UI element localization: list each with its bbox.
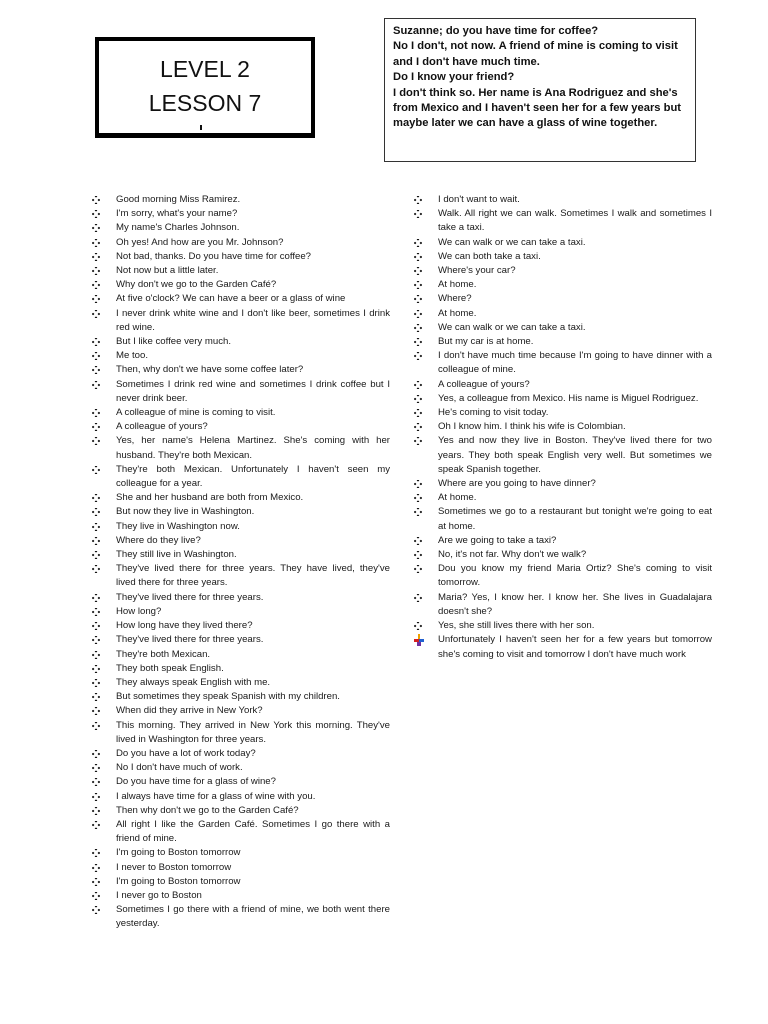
four-diamond-bullet-icon (414, 551, 422, 559)
bullet (92, 846, 116, 860)
bullet (414, 236, 438, 250)
four-diamond-bullet-icon (92, 224, 100, 232)
list-item-text: I don't want to wait. (438, 194, 520, 205)
bullet (92, 804, 116, 818)
bullet (414, 207, 438, 221)
list-item (92, 676, 390, 690)
right-bullet-list (414, 193, 712, 662)
colored-flag-bullet-icon (414, 634, 424, 646)
bullet (92, 520, 116, 534)
bullet (414, 378, 438, 392)
bullet (92, 236, 116, 250)
four-diamond-bullet-icon (414, 196, 422, 204)
bullet (414, 633, 438, 649)
list-item-text: Dou you know my friend Maria Ortiz? She's coming to visit tomorrow. (438, 563, 712, 589)
list-item-text: Yes, a colleague from Mexico. His name is Miguel Rodriguez. (438, 392, 699, 404)
bullet (414, 548, 438, 562)
four-diamond-bullet-icon (414, 565, 422, 573)
four-diamond-bullet-icon (92, 466, 100, 474)
bullet (92, 591, 116, 605)
list-item-text: Then why don't we go to the Garden Café? (116, 804, 299, 816)
list-item-text: Why don't we go to the Garden Café? (116, 279, 277, 291)
four-diamond-bullet-icon (414, 310, 422, 318)
list-item (414, 406, 712, 420)
list-item-text: They've lived there for three years. They have lived, they've lived there for three years. (116, 563, 390, 589)
four-diamond-bullet-icon (414, 508, 422, 516)
four-diamond-bullet-icon (92, 437, 100, 445)
list-item-text: We can walk or we can take a taxi. (438, 321, 586, 333)
list-item (414, 307, 712, 321)
list-item (92, 747, 390, 761)
list-item-text: Then, why don't we have some coffee later? (116, 364, 304, 376)
list-item-text: But I like coffee very much. (116, 336, 231, 348)
bullet (92, 889, 116, 903)
bullet (414, 505, 438, 519)
list-item (414, 619, 712, 633)
four-diamond-bullet-icon (92, 651, 100, 659)
four-diamond-bullet-icon (92, 764, 100, 772)
list-item-text: I always have time for a glass of wine with you. (116, 790, 316, 802)
four-diamond-bullet-icon (414, 480, 422, 488)
lesson-heading: LESSON 7 (148, 90, 262, 116)
list-item (414, 278, 712, 292)
list-item (414, 548, 712, 562)
four-diamond-bullet-icon (92, 750, 100, 758)
list-item-text: He's coming to visit today. (438, 407, 549, 419)
list-item-text: They both speak English. (116, 662, 224, 674)
list-item-text: A colleague of yours? (116, 421, 208, 433)
four-diamond-bullet-icon (92, 281, 100, 289)
list-item-text: When did they arrive in New York? (116, 705, 263, 717)
bullet (414, 292, 438, 306)
bullet (414, 335, 438, 349)
list-item-text: Where? (438, 293, 472, 305)
four-diamond-bullet-icon (414, 409, 422, 417)
four-diamond-bullet-icon (92, 565, 100, 573)
list-item-text: We can both take a taxi. (438, 250, 541, 262)
four-diamond-bullet-icon (92, 423, 100, 431)
list-item (414, 236, 712, 250)
four-diamond-bullet-icon (92, 267, 100, 275)
list-item (92, 562, 390, 590)
list-item (414, 335, 712, 349)
four-diamond-bullet-icon (92, 196, 100, 204)
list-item (92, 420, 390, 434)
bullet (414, 264, 438, 278)
four-diamond-bullet-icon (414, 324, 422, 332)
bullet (92, 292, 116, 306)
four-diamond-bullet-icon (92, 906, 100, 914)
bullet (414, 562, 438, 576)
bullet (92, 378, 116, 392)
list-item (92, 548, 390, 562)
bullet (414, 406, 438, 420)
list-item-text: Not now but a little later. (116, 265, 219, 277)
four-diamond-bullet-icon (414, 494, 422, 502)
four-diamond-bullet-icon (92, 679, 100, 687)
level-heading: LEVEL 2 (160, 56, 250, 82)
list-item (414, 349, 712, 377)
four-diamond-bullet-icon (92, 608, 100, 616)
bullet (92, 335, 116, 349)
bullet (414, 307, 438, 321)
four-diamond-bullet-icon (414, 253, 422, 261)
four-diamond-bullet-icon (414, 537, 422, 545)
bullet (92, 562, 116, 576)
list-item-text: They still live in Washington. (116, 549, 237, 561)
list-item (92, 605, 390, 619)
list-item (414, 591, 712, 619)
list-item (92, 221, 390, 235)
list-item (92, 662, 390, 676)
list-item-text: Oh I know him. I think his wife is Colombian. (438, 421, 626, 433)
list-item-text: This morning. They arrived in New York this morning. They've lived in Washington for three years. (116, 719, 390, 745)
bullet (414, 619, 438, 633)
bullet (92, 534, 116, 548)
bullet (414, 434, 438, 448)
list-item-text: How long have they lived there? (116, 620, 253, 632)
list-item-text: Where are you going to have dinner? (438, 478, 596, 490)
bullet (92, 719, 116, 733)
four-diamond-bullet-icon (414, 423, 422, 431)
list-item (414, 562, 712, 590)
list-item (92, 690, 390, 704)
bullet (92, 861, 116, 875)
bullet (92, 420, 116, 434)
bullet (414, 392, 438, 406)
bullet (92, 676, 116, 690)
list-item-text: No I don't have much of work. (116, 762, 243, 774)
list-item (414, 250, 712, 264)
list-item (92, 846, 390, 860)
list-item-text: How long? (116, 605, 162, 617)
title-box-tick-mark (200, 125, 202, 130)
four-diamond-bullet-icon (414, 352, 422, 360)
four-diamond-bullet-icon (92, 239, 100, 247)
four-diamond-bullet-icon (92, 778, 100, 786)
list-item-text: At home. (438, 492, 477, 504)
list-item (414, 264, 712, 278)
list-item-text: I never to Boston tomorrow (116, 861, 232, 873)
list-item-text: Are we going to take a taxi? (438, 534, 557, 546)
list-item-text: Yes and now they live in Boston. They've lived there for two years. They both speak English very well. But sometimes we speak Spanish together. (438, 435, 712, 475)
bullet (414, 193, 438, 207)
four-diamond-bullet-icon (414, 622, 422, 630)
list-item-text: They're both Mexican. Unfortunately I haven't seen my colleague for a year. (116, 463, 390, 490)
list-item-text: Yes, she still lives there with her son. (438, 620, 595, 632)
four-diamond-bullet-icon (414, 594, 422, 602)
list-item-text: I'm going to Boston tomorrow (116, 875, 241, 887)
list-item (92, 619, 390, 633)
four-diamond-bullet-icon (92, 381, 100, 389)
list-item (92, 193, 390, 207)
four-diamond-bullet-icon (92, 693, 100, 701)
four-diamond-bullet-icon (92, 295, 100, 303)
four-diamond-bullet-icon (92, 707, 100, 715)
list-item (92, 903, 390, 931)
bullet (92, 307, 116, 321)
bullet (92, 264, 116, 278)
list-item-text: I never drink white wine and I don't like beer, sometimes I drink red wine. (116, 307, 390, 333)
list-item (414, 434, 712, 477)
list-item (92, 505, 390, 519)
list-item (92, 292, 390, 306)
four-diamond-bullet-icon (92, 864, 100, 872)
list-item-text: But sometimes they speak Spanish with my children. (116, 691, 340, 703)
bullet (414, 420, 438, 434)
bullet (92, 605, 116, 619)
list-item (92, 534, 390, 548)
list-item-text: But now they live in Washington. (116, 506, 255, 518)
list-item (414, 378, 712, 392)
four-diamond-bullet-icon (92, 849, 100, 857)
list-item-text: They've lived there for three years. (116, 634, 264, 646)
bullet (414, 321, 438, 335)
four-diamond-bullet-icon (92, 807, 100, 815)
bullet (92, 434, 116, 448)
bullet (414, 591, 438, 605)
list-item (92, 335, 390, 349)
list-item (92, 520, 390, 534)
four-diamond-bullet-icon (92, 665, 100, 673)
list-item (414, 477, 712, 491)
list-item (414, 321, 712, 335)
list-item (92, 719, 390, 747)
dialog-line: from Mexico and I haven't seen her for a few years but (393, 102, 682, 115)
bullet (414, 477, 438, 491)
list-item (92, 491, 390, 505)
bullet (92, 463, 116, 477)
list-item (92, 278, 390, 292)
list-item-text: At five o'clock? We can have a beer or a glass of wine (116, 293, 346, 305)
bullet (92, 363, 116, 377)
dialog-line: Suzanne; do you have time for coffee? (393, 25, 599, 37)
four-diamond-bullet-icon (92, 551, 100, 559)
four-diamond-bullet-icon (92, 821, 100, 829)
list-item (92, 761, 390, 775)
list-item-text: At home. (438, 307, 477, 319)
four-diamond-bullet-icon (92, 210, 100, 218)
list-item-text: Good morning Miss Ramirez. (116, 194, 241, 205)
list-item-text: Do you have time for a glass of wine? (116, 776, 276, 788)
bullet (92, 633, 116, 647)
list-item (92, 378, 390, 406)
list-item (92, 889, 390, 903)
bullet (92, 548, 116, 562)
four-diamond-bullet-icon (92, 494, 100, 502)
bullet (92, 875, 116, 889)
list-item-text: Oh yes! And how are you Mr. Johnson? (116, 236, 284, 248)
list-item (414, 491, 712, 505)
list-item-text: A colleague of mine is coming to visit. (116, 407, 276, 419)
list-item (92, 434, 390, 462)
list-item (92, 264, 390, 278)
list-item (414, 633, 712, 661)
list-item-text: Where do they live? (116, 534, 201, 546)
bullet (92, 818, 116, 832)
four-diamond-bullet-icon (92, 878, 100, 886)
four-diamond-bullet-icon (92, 253, 100, 261)
four-diamond-bullet-icon (92, 892, 100, 900)
four-diamond-bullet-icon (414, 281, 422, 289)
bullet (92, 790, 116, 804)
four-diamond-bullet-icon (92, 409, 100, 417)
bullet (92, 491, 116, 505)
list-item (414, 505, 712, 533)
bullet (414, 491, 438, 505)
list-item-text: They live in Washington now. (116, 520, 240, 532)
list-item (414, 292, 712, 306)
list-item-text: They're both Mexican. (116, 648, 211, 660)
intro-dialogue-box (384, 18, 696, 162)
list-item-text: Walk. All right we can walk. Sometimes I walk and sometimes I take a taxi. (438, 208, 712, 234)
list-item (414, 193, 712, 207)
bullet (92, 648, 116, 662)
list-item-text: Do you have a lot of work today? (116, 747, 256, 759)
list-item-text: No, it's not far. Why don't we walk? (438, 549, 587, 561)
list-item (92, 363, 390, 377)
list-item (414, 420, 712, 434)
four-diamond-bullet-icon (414, 210, 422, 218)
dialog-line: No I don't, not now. A friend of mine is coming to visit (393, 40, 678, 53)
list-item-text: I'm sorry, what's your name? (116, 208, 238, 220)
four-diamond-bullet-icon (92, 310, 100, 318)
list-item-text: Yes, her name's Helena Martinez. She's coming with her husband. They're both Mexican. (116, 435, 390, 461)
four-diamond-bullet-icon (92, 636, 100, 644)
bullet (92, 775, 116, 789)
list-item (92, 207, 390, 221)
four-diamond-bullet-icon (414, 295, 422, 303)
list-item-text: We can walk or we can take a taxi. (438, 236, 586, 248)
list-item-text: I never go to Boston (116, 889, 202, 901)
list-item-text: Not bad, thanks. Do you have time for coffee? (116, 250, 312, 262)
list-item (92, 818, 390, 846)
four-diamond-bullet-icon (92, 508, 100, 516)
list-item-text: Maria? Yes, I know her. I know her. She lives in Guadalajara doesn't she? (438, 591, 712, 617)
list-item-text: My name's Charles Johnson. (116, 222, 240, 234)
bullet (414, 278, 438, 292)
bullet (92, 903, 116, 917)
list-item-text: At home. (438, 279, 477, 291)
bullet (414, 534, 438, 548)
list-item (92, 875, 390, 889)
list-item (92, 463, 390, 491)
dialog-line: maybe later we can have a glass of wine together. (393, 117, 658, 130)
four-diamond-bullet-icon (92, 338, 100, 346)
list-item-text: Unfortunately I haven't seen her for a few years but tomorrow she's coming to visit and tomorrow I don't have much work (438, 634, 712, 660)
list-item-text: She and her husband are both from Mexico. (116, 492, 304, 504)
four-diamond-bullet-icon (414, 338, 422, 346)
list-item (92, 775, 390, 789)
dialog-line: Do I know your friend? (393, 71, 515, 84)
list-item (92, 790, 390, 804)
bullet (92, 747, 116, 761)
four-diamond-bullet-icon (414, 381, 422, 389)
list-item (92, 591, 390, 605)
bullet (92, 221, 116, 235)
list-item (414, 392, 712, 406)
four-diamond-bullet-icon (414, 267, 422, 275)
bullet (92, 690, 116, 704)
dialog-line: I don't think so. Her name is Ana Rodriguez and she's (393, 86, 678, 99)
list-item-text: They've lived there for three years. (116, 591, 264, 603)
list-item-text: They always speak English with me. (116, 676, 271, 688)
left-bullet-list (92, 193, 390, 932)
list-item (92, 648, 390, 662)
list-item (92, 861, 390, 875)
list-item (92, 704, 390, 718)
list-item-text: I don't have much time because I'm going to have dinner with a colleague of mine. (438, 350, 712, 376)
list-item (92, 349, 390, 363)
bullet (92, 193, 116, 207)
dialog-line: and I don't have much time. (393, 55, 540, 68)
list-item-text: Sometimes I go there with a friend of mine, we both went there yesterday. (116, 904, 390, 930)
bullet (414, 250, 438, 264)
list-item (92, 406, 390, 420)
four-diamond-bullet-icon (92, 594, 100, 602)
bullet (92, 704, 116, 718)
bullet (92, 250, 116, 264)
four-diamond-bullet-icon (92, 366, 100, 374)
list-item (414, 534, 712, 548)
bullet (92, 406, 116, 420)
list-item (92, 307, 390, 335)
list-item (414, 207, 712, 235)
list-item-text: Sometimes we go to a restaurant but tonight we're going to eat at home. (438, 506, 712, 532)
list-item (92, 633, 390, 647)
list-item (92, 236, 390, 250)
four-diamond-bullet-icon (92, 622, 100, 630)
four-diamond-bullet-icon (92, 722, 100, 730)
four-diamond-bullet-icon (92, 537, 100, 545)
bullet (92, 349, 116, 363)
four-diamond-bullet-icon (414, 239, 422, 247)
list-item-text: A colleague of yours? (438, 378, 530, 390)
lesson-title-box (95, 37, 315, 138)
bullet (414, 349, 438, 363)
four-diamond-bullet-icon (92, 352, 100, 360)
four-diamond-bullet-icon (414, 437, 422, 445)
list-item-text: All right I like the Garden Café. Sometimes I go there with a friend of mine. (116, 818, 390, 845)
list-item-text: Sometimes I drink red wine and sometimes I drink coffee but I never drink beer. (116, 378, 390, 404)
bullet (92, 505, 116, 519)
list-item-text: I'm going to Boston tomorrow (116, 847, 241, 859)
four-diamond-bullet-icon (92, 523, 100, 531)
list-item (92, 250, 390, 264)
list-item-text: But my car is at home. (438, 336, 534, 348)
bullet (92, 761, 116, 775)
bullet (92, 619, 116, 633)
four-diamond-bullet-icon (92, 793, 100, 801)
bullet (92, 207, 116, 221)
bullet (92, 278, 116, 292)
list-item-text: Me too. (116, 350, 148, 362)
bullet (92, 662, 116, 676)
four-diamond-bullet-icon (414, 395, 422, 403)
list-item (92, 804, 390, 818)
list-item-text: Where's your car? (438, 265, 516, 277)
